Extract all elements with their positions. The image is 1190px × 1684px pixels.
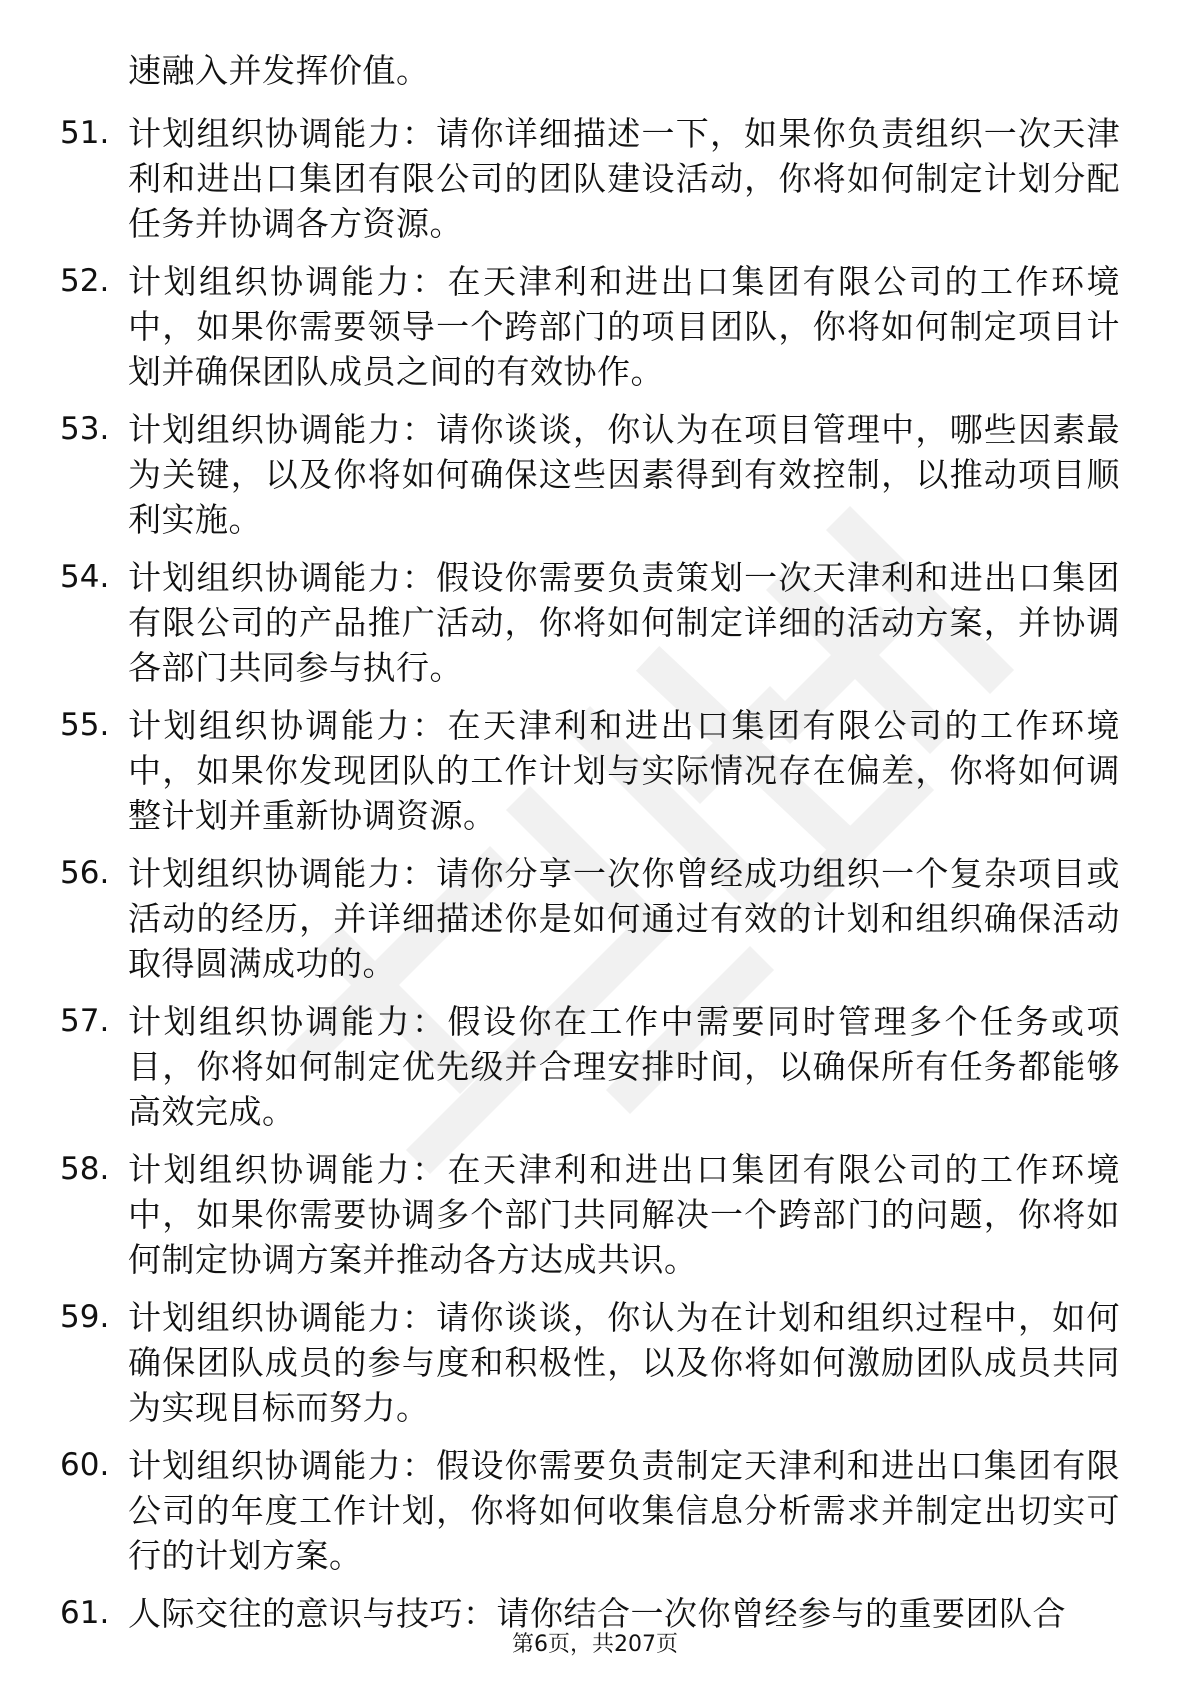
question-text: 计划组织协调能力：请你详细描述一下，如果你负责组织一次天津利和进出口集团有限公司的团队建设活动，你将如何制定计划分配任务并协调各方资源。: [128, 114, 1120, 243]
list-item: [60, 1295, 1120, 1430]
question-text: 计划组织协调能力：请你分享一次你曾经成功组织一个复杂项目或活动的经历，并详细描述你是如何通过有效的计划和组织确保活动取得圆满成功的。: [128, 854, 1120, 983]
list-item: [60, 555, 1120, 690]
continuation-line: 速融入并发挥价值。: [128, 51, 430, 90]
question-number: 60.: [60, 1447, 110, 1483]
list-item: [60, 999, 1120, 1134]
question-number: 61.: [60, 1595, 110, 1631]
question-text: 计划组织协调能力：请你谈谈，你认为在计划和组织过程中，如何确保团队成员的参与度和积极性，以及你将如何激励团队成员共同为实现目标而努力。: [128, 1298, 1120, 1427]
question-number: 52.: [60, 263, 110, 299]
question-number: 55.: [60, 707, 110, 743]
question-list: [60, 111, 1120, 1636]
question-text: 计划组织协调能力：请你谈谈，你认为在项目管理中，哪些因素最为关键，以及你将如何确保这些因素得到有效控制，以推动项目顺利实施。: [128, 410, 1120, 539]
question-number: 53.: [60, 411, 110, 447]
question-text: 计划组织协调能力：在天津利和进出口集团有限公司的工作环境中，如果你发现团队的工作计划与实际情况存在偏差，你将如何调整计划并重新协调资源。: [128, 706, 1120, 835]
question-text: 人际交往的意识与技巧：请你结合一次你曾经参与的重要团队合: [128, 1594, 1066, 1633]
list-item: [60, 259, 1120, 394]
list-item: [60, 111, 1120, 246]
question-number: 51.: [60, 115, 110, 151]
question-number: 59.: [60, 1299, 110, 1335]
question-number: 58.: [60, 1151, 110, 1187]
question-text: 计划组织协调能力：在天津利和进出口集团有限公司的工作环境中，如果你需要协调多个部门共同解决一个跨部门的问题，你将如何制定协调方案并推动各方达成共识。: [128, 1150, 1120, 1279]
question-text: 计划组织协调能力：在天津利和进出口集团有限公司的工作环境中，如果你需要领导一个跨部门的项目团队，你将如何制定项目计划并确保团队成员之间的有效协作。: [128, 262, 1120, 391]
question-number: 54.: [60, 559, 110, 595]
page-footer: 第6页，共207页: [512, 1632, 678, 1657]
list-item: [60, 407, 1120, 542]
list-item: [60, 851, 1120, 986]
list-item: [60, 703, 1120, 838]
question-text: 计划组织协调能力：假设你需要负责策划一次天津利和进出口集团有限公司的产品推广活动，你将如何制定详细的活动方案，并协调各部门共同参与执行。: [128, 558, 1120, 687]
question-content: [60, 48, 1120, 1636]
list-item: [60, 1443, 1120, 1578]
question-number: 56.: [60, 855, 110, 891]
list-item: [60, 1147, 1120, 1282]
question-text: 计划组织协调能力：假设你在工作中需要同时管理多个任务或项目，你将如何制定优先级并合理安排时间，以确保所有任务都能够高效完成。: [128, 1002, 1120, 1131]
question-number: 57.: [60, 1003, 110, 1039]
question-text: 计划组织协调能力：假设你需要负责制定天津利和进出口集团有限公司的年度工作计划，你将如何收集信息分析需求并制定出切实可行的计划方案。: [128, 1446, 1120, 1575]
